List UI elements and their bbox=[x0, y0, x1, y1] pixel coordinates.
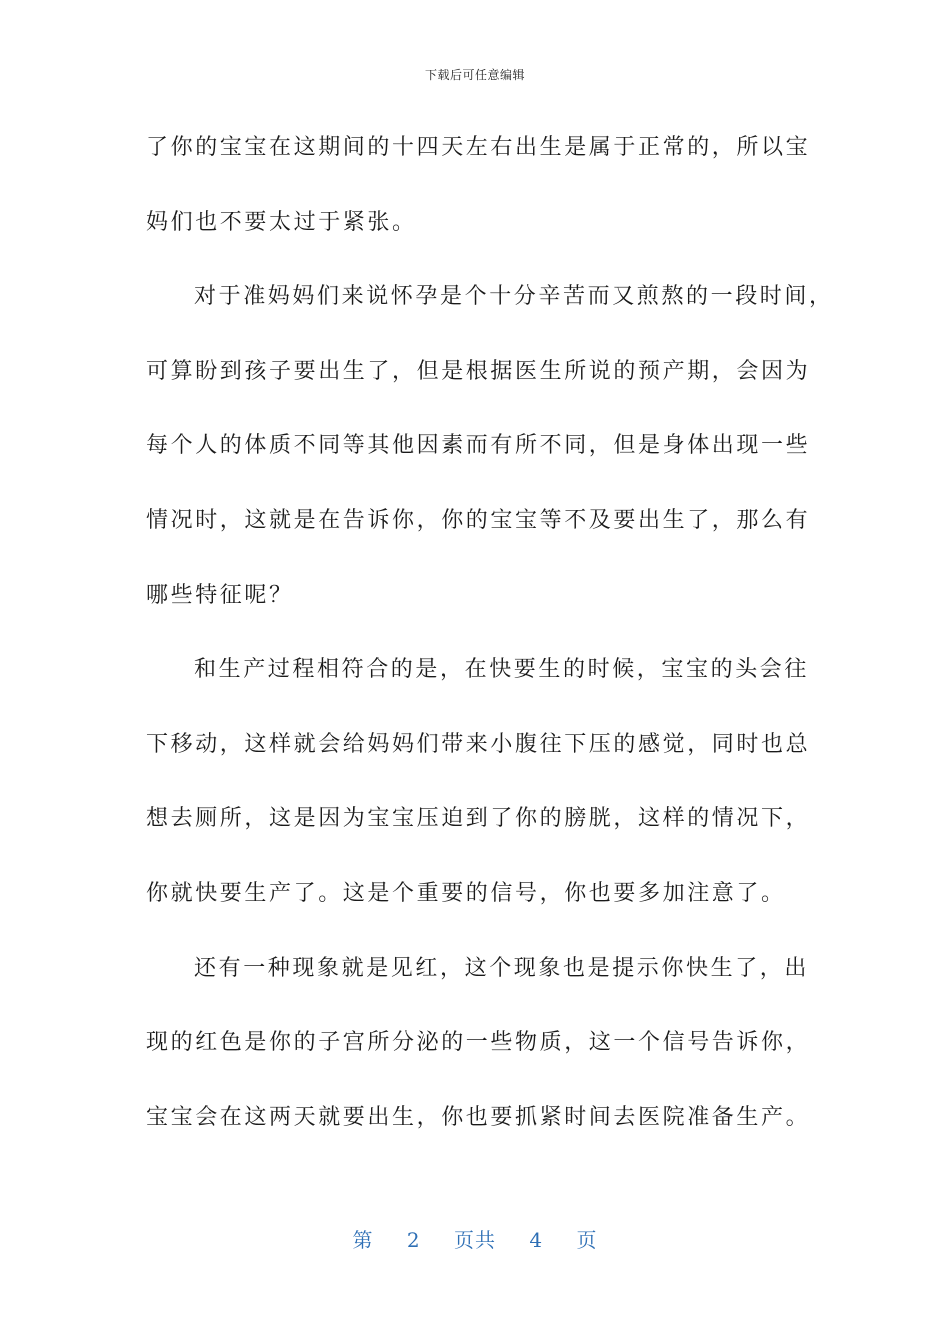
footer-middle: 页共 bbox=[454, 1228, 496, 1252]
text-line: 现的红色是你的子宫所分泌的一些物质，这一个信号告诉你， bbox=[146, 1030, 811, 1056]
text-line: 还有一种现象就是见红，这个现象也是提示你快生了，出 bbox=[194, 955, 810, 981]
footer-suffix: 页 bbox=[576, 1228, 598, 1252]
text-line: 对于准妈妈们来说怀孕是个十分辛苦而又煎熬的一段时间， bbox=[194, 284, 834, 310]
text-line: 宝宝会在这两天就要出生，你也要抓紧时间去医院准备生产。 bbox=[146, 1104, 811, 1130]
text-line: 每个人的体质不同等其他因素而有所不同，但是身体出现一些 bbox=[146, 433, 811, 459]
text-line: 你就快要生产了。这是个重要的信号，你也要多加注意了。 bbox=[146, 880, 786, 906]
total-pages-number: 4 bbox=[529, 1228, 544, 1252]
text-line: 想去厕所，这是因为宝宝压迫到了你的膀胱，这样的情况下， bbox=[146, 806, 811, 832]
page-number-footer bbox=[0, 1224, 950, 1253]
text-line: 妈们也不要太过于紧张。 bbox=[146, 209, 417, 235]
text-line: 下移动，这样就会给妈妈们带来小腹往下压的感觉，同时也总 bbox=[146, 731, 811, 757]
text-line: 和生产过程相符合的是，在快要生的时候，宝宝的头会往 bbox=[194, 657, 810, 683]
current-page-number: 2 bbox=[406, 1228, 421, 1252]
text-line: 可算盼到孩子要出生了，但是根据医生所说的预产期，会因为 bbox=[146, 358, 811, 384]
page-header-note: 下载后可任意编辑 bbox=[424, 68, 525, 82]
footer-prefix: 第 bbox=[352, 1228, 374, 1252]
document-body bbox=[146, 111, 834, 1155]
text-line: 了你的宝宝在这期间的十四天左右出生是属于正常的，所以宝 bbox=[146, 135, 811, 160]
text-line: 情况时，这就是在告诉你，你的宝宝等不及要出生了，那么有 bbox=[146, 507, 811, 533]
text-line: 哪些特征呢？ bbox=[146, 582, 294, 608]
